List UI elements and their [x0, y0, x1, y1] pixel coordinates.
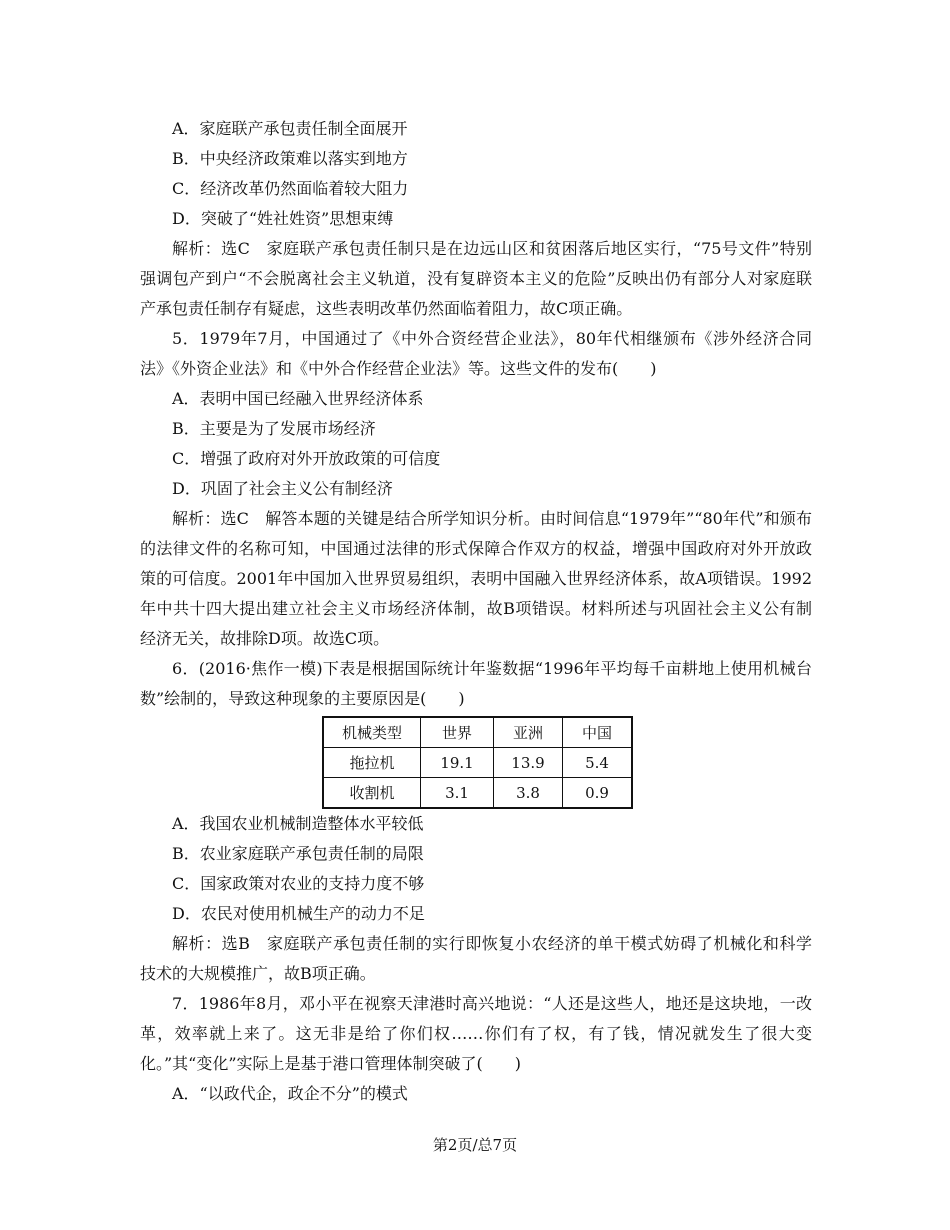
table-row	[323, 778, 632, 809]
q4-analysis-line: 解析：选C 家庭联产承包责任制只是在边远山区和贫困落后地区实行，“75号文件”特别	[172, 239, 812, 258]
q5-stem-line: 法》《外资企业法》和《中外合作经营企业法》等。这些文件的发布( )	[140, 359, 657, 378]
machinery-table	[322, 716, 633, 809]
table-cell: 13.9	[494, 748, 563, 778]
page-footer: 第2页/总7页	[432, 1136, 518, 1154]
q5-analysis-line: 解析：选C 解答本题的关键是结合所学知识分析。由时间信息“1979年”“80年代”和颁布	[172, 509, 812, 528]
q4-analysis-line: 产承包责任制存有疑虑，这些表明改革仍然面临着阻力，故C项正确。	[140, 299, 633, 318]
q5-option-b: B．主要是为了发展市场经济	[172, 419, 376, 438]
q7-stem-line: 革，效率就上来了。这无非是给了你们权……你们有了权，有了钱，情况就发生了很大变	[140, 1024, 812, 1043]
table-header-row	[323, 717, 632, 748]
table-header-cell: 中国	[563, 717, 633, 748]
q7-stem-line: 7．1986年8月，邓小平在视察天津港时高兴地说：“人还是这些人，地还是这块地，一改	[172, 994, 812, 1013]
q5-analysis-line: 年中共十四大提出建立社会主义市场经济体制，故B项错误。材料所述与巩固社会主义公有制	[140, 599, 812, 618]
table-cell: 收割机	[323, 778, 421, 809]
q6-option-b: B．农业家庭联产承包责任制的局限	[172, 844, 424, 863]
q6-stem-line: 数”绘制的，导致这种现象的主要原因是( )	[140, 689, 465, 708]
q4-option-a: A．家庭联产承包责任制全面展开	[172, 119, 408, 138]
q6-option-d: D．农民对使用机械生产的动力不足	[172, 904, 425, 923]
q6-option-c: C．国家政策对农业的支持力度不够	[172, 874, 425, 893]
table-row	[323, 748, 632, 778]
q4-option-d: D．突破了“姓社姓资”思想束缚	[172, 209, 394, 228]
q5-option-c: C．增强了政府对外开放政策的可信度	[172, 449, 441, 468]
table-cell: 19.1	[421, 748, 494, 778]
q6-option-a: A．我国农业机械制造整体水平较低	[172, 814, 424, 833]
table-header-cell: 世界	[421, 717, 494, 748]
q5-option-d: D．巩固了社会主义公有制经济	[172, 479, 393, 498]
q5-stem-line: 5．1979年7月，中国通过了《中外合资经营企业法》，80年代相继颁布《涉外经济合同	[172, 329, 812, 348]
q5-option-a: A．表明中国已经融入世界经济体系	[172, 389, 424, 408]
q6-stem-line: 6．(2016·焦作一模)下表是根据国际统计年鉴数据“1996年平均每千亩耕地上使用机械台	[172, 659, 812, 678]
q4-option-c: C．经济改革仍然面临着较大阻力	[172, 179, 409, 198]
table-cell: 3.8	[494, 778, 563, 809]
q5-analysis-line: 策的可信度。2001年中国加入世界贸易组织，表明中国融入世界经济体系，故A项错误。1992	[140, 569, 812, 588]
q7-stem-line: 化。”其“变化”实际上是基于港口管理体制突破了( )	[140, 1054, 522, 1073]
table-header-cell: 机械类型	[323, 717, 421, 748]
q6-analysis-line: 解析：选B 家庭联产承包责任制的实行即恢复小农经济的单干模式妨碍了机械化和科学	[172, 934, 812, 953]
q5-analysis-line: 的法律文件的名称可知，中国通过法律的形式保障合作双方的权益，增强中国政府对外开放政	[140, 539, 812, 558]
table-cell: 3.1	[421, 778, 494, 809]
table-cell: 0.9	[563, 778, 633, 809]
table-cell: 拖拉机	[323, 748, 421, 778]
table-header-cell: 亚洲	[494, 717, 563, 748]
table-cell: 5.4	[563, 748, 633, 778]
q4-option-b: B．中央经济政策难以落实到地方	[172, 149, 408, 168]
q4-analysis-line: 强调包产到户“不会脱离社会主义轨道，没有复辟资本主义的危险”反映出仍有部分人对家庭联	[140, 269, 812, 288]
q7-option-a: A．“以政代企，政企不分”的模式	[172, 1084, 408, 1103]
q6-analysis-line: 技术的大规模推广，故B项正确。	[140, 964, 376, 983]
q5-analysis-line: 经济无关，故排除D项。故选C项。	[140, 629, 390, 648]
